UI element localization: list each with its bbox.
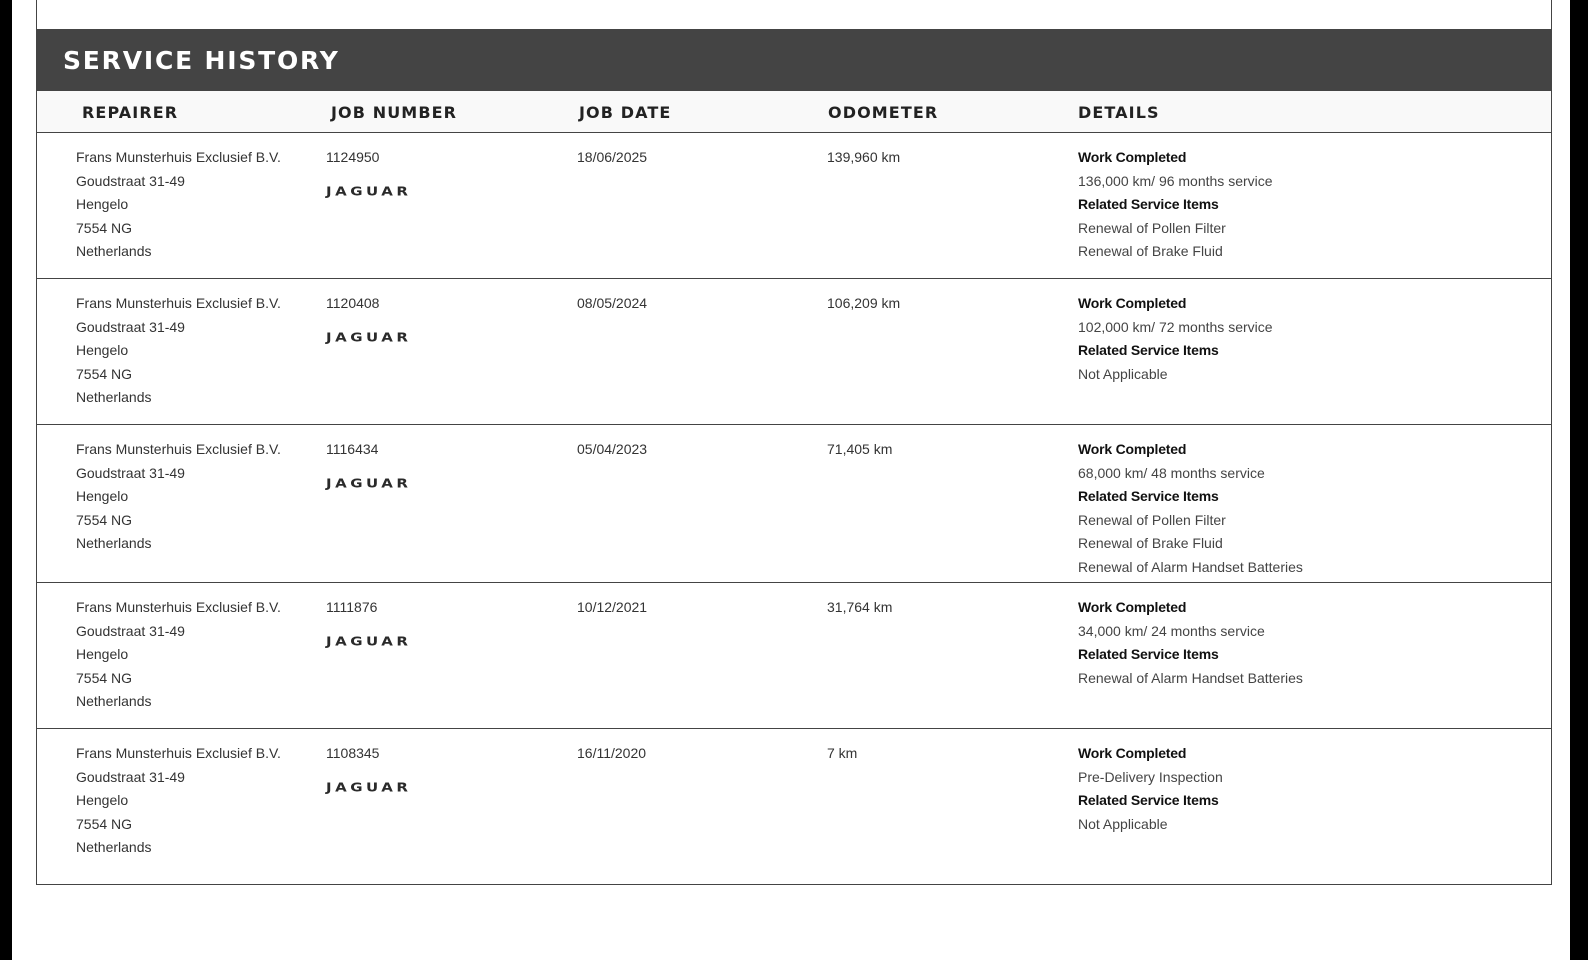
repairer-line: Goudstraat 31-49: [76, 768, 185, 785]
odometer-value: 31,764 km: [827, 599, 893, 615]
repairer-cell: [76, 438, 281, 556]
work-completed-item: 136,000 km/ 96 months service: [1078, 172, 1273, 189]
related-service-item: Renewal of Pollen Filter: [1078, 511, 1226, 528]
odometer-value: 71,405 km: [827, 441, 893, 457]
repairer-line: Frans Munsterhuis Exclusief B.V.: [76, 745, 281, 761]
header-job-number: JOB NUMBER: [331, 103, 458, 122]
work-completed-label: Work Completed: [1078, 295, 1187, 311]
repairer-line: 7554 NG: [76, 511, 133, 528]
related-service-items-label: Related Service Items: [1078, 792, 1219, 809]
related-service-item: Not Applicable: [1078, 365, 1168, 382]
jaguar-logo: JAGUAR: [326, 779, 412, 795]
related-service-items-label: Related Service Items: [1078, 342, 1219, 359]
repairer-line: Goudstraat 31-49: [76, 622, 185, 639]
job-number-cell: [326, 146, 411, 205]
repairer-line: Frans Munsterhuis Exclusief B.V.: [76, 441, 281, 457]
repairer-line: Netherlands: [76, 839, 152, 856]
odometer-cell: [827, 146, 900, 170]
details-cell: [1078, 596, 1303, 690]
header-repairer: REPAIRER: [82, 103, 179, 122]
work-completed-label: Work Completed: [1078, 745, 1187, 761]
details-cell: [1078, 292, 1273, 386]
repairer-cell: [76, 742, 281, 860]
details-cell: [1078, 146, 1273, 264]
table-row: [37, 425, 1551, 583]
repairer-cell: [76, 146, 281, 264]
repairer-line: Frans Munsterhuis Exclusief B.V.: [76, 599, 281, 615]
related-service-item: Renewal of Brake Fluid: [1078, 243, 1223, 260]
job-date: 08/05/2024: [577, 295, 648, 311]
work-completed-item: Pre-Delivery Inspection: [1078, 768, 1223, 785]
service-history-section: [36, 29, 1552, 885]
job-date: 18/06/2025: [577, 149, 648, 165]
repairer-line: Netherlands: [76, 535, 152, 552]
job-date-cell: [577, 438, 647, 462]
related-service-items-label: Related Service Items: [1078, 488, 1219, 505]
related-service-item: Renewal of Brake Fluid: [1078, 535, 1223, 552]
repairer-cell: [76, 292, 281, 410]
table-body: [37, 133, 1551, 875]
details-cell: [1078, 742, 1223, 836]
previous-section-box: [36, 0, 1552, 29]
repairer-line: 7554 NG: [76, 815, 133, 832]
job-date-cell: [577, 146, 647, 170]
job-date: 10/12/2021: [577, 599, 648, 615]
work-completed-label: Work Completed: [1078, 441, 1187, 457]
odometer-value: 139,960 km: [827, 149, 901, 165]
odometer-value: 106,209 km: [827, 295, 901, 311]
jaguar-logo: JAGUAR: [326, 633, 412, 649]
repairer-line: Hengelo: [76, 196, 129, 213]
section-title: SERVICE HISTORY: [63, 45, 340, 75]
details-cell: [1078, 438, 1303, 580]
odometer-value: 7 km: [827, 745, 858, 761]
job-date: 16/11/2020: [577, 745, 647, 761]
related-service-item: Renewal of Alarm Handset Batteries: [1078, 669, 1303, 686]
table-row: [37, 133, 1551, 279]
repairer-line: Hengelo: [76, 646, 129, 663]
related-service-items-label: Related Service Items: [1078, 196, 1219, 213]
work-completed-label: Work Completed: [1078, 149, 1187, 165]
jaguar-logo: JAGUAR: [326, 329, 412, 345]
job-number-cell: [326, 438, 411, 497]
job-number: 1108345: [326, 745, 380, 761]
job-date: 05/04/2023: [577, 441, 648, 457]
repairer-line: Hengelo: [76, 342, 129, 359]
repairer-line: Goudstraat 31-49: [76, 172, 185, 189]
repairer-line: 7554 NG: [76, 669, 133, 686]
odometer-cell: [827, 742, 857, 766]
repairer-line: Frans Munsterhuis Exclusief B.V.: [76, 295, 281, 311]
job-number-cell: [326, 742, 411, 801]
repairer-cell: [76, 596, 281, 714]
job-date-cell: [577, 596, 647, 620]
job-date-cell: [577, 742, 646, 766]
table-row: [37, 583, 1551, 729]
repairer-line: Netherlands: [76, 389, 152, 406]
job-number-cell: [326, 292, 411, 351]
jaguar-logo: JAGUAR: [326, 183, 412, 199]
related-service-item: Renewal of Pollen Filter: [1078, 219, 1226, 236]
repairer-line: Netherlands: [76, 243, 152, 260]
repairer-line: 7554 NG: [76, 365, 133, 382]
table-row: [37, 729, 1551, 875]
header-job-date: JOB DATE: [579, 103, 672, 122]
odometer-cell: [827, 292, 900, 316]
header-details: DETAILS: [1078, 103, 1160, 122]
job-number: 1120408: [326, 295, 380, 311]
job-number: 1124950: [326, 149, 380, 165]
table-row: [37, 279, 1551, 425]
repairer-line: Frans Munsterhuis Exclusief B.V.: [76, 149, 281, 165]
job-number: 1116434: [326, 441, 379, 457]
related-service-item: Not Applicable: [1078, 815, 1168, 832]
job-number-cell: [326, 596, 411, 655]
odometer-cell: [827, 596, 892, 620]
work-completed-item: 34,000 km/ 24 months service: [1078, 622, 1265, 639]
document-page: [12, 0, 1570, 960]
table-header-row: [37, 91, 1551, 133]
work-completed-item: 102,000 km/ 72 months service: [1078, 318, 1273, 335]
related-service-items-label: Related Service Items: [1078, 646, 1219, 663]
repairer-line: Goudstraat 31-49: [76, 318, 185, 335]
job-number: 1111876: [326, 599, 378, 615]
repairer-line: Netherlands: [76, 693, 152, 710]
header-odometer: ODOMETER: [828, 103, 939, 122]
job-date-cell: [577, 292, 647, 316]
repairer-line: Goudstraat 31-49: [76, 464, 185, 481]
repairer-line: Hengelo: [76, 792, 129, 809]
odometer-cell: [827, 438, 892, 462]
repairer-line: Hengelo: [76, 488, 129, 505]
section-header: [37, 29, 1551, 91]
related-service-item: Renewal of Alarm Handset Batteries: [1078, 558, 1303, 575]
jaguar-logo: JAGUAR: [326, 475, 412, 491]
work-completed-item: 68,000 km/ 48 months service: [1078, 464, 1265, 481]
repairer-line: 7554 NG: [76, 219, 133, 236]
work-completed-label: Work Completed: [1078, 599, 1187, 615]
